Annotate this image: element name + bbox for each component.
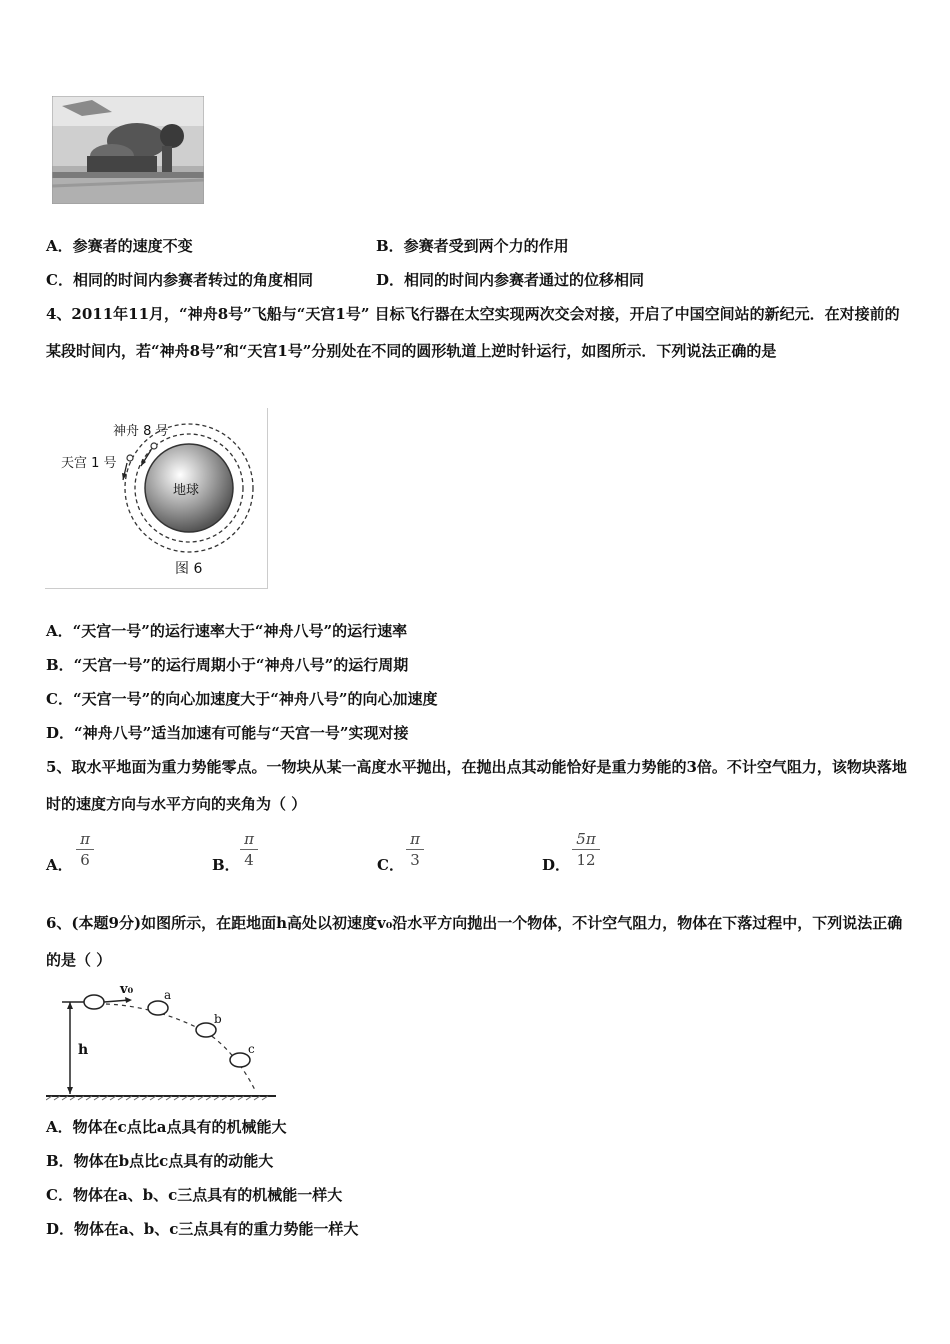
q6-option-b: B．物体在b点比c点具有的动能大 — [46, 1152, 274, 1170]
q3-option-a: A．参赛者的速度不变 — [46, 237, 193, 255]
q6-stem: 6、(本题9分)如图所示，在距地面h高处以初速度v₀沿水平方向抛出一个物体，不计空气阻力，物体在下落过程中，下列说法正确的是（ ） — [46, 914, 903, 969]
q5-option-d-label: D． — [542, 856, 571, 874]
label-a: a — [164, 988, 172, 1002]
label-c: c — [248, 1042, 255, 1056]
ball-b — [196, 1023, 216, 1037]
ball-a — [148, 1001, 168, 1015]
label-shenzhou: 神舟 8 号 — [113, 424, 169, 439]
q4-figure — [45, 408, 268, 589]
q5-option-b-label: B． — [212, 856, 240, 874]
label-b: b — [214, 1012, 222, 1026]
label-h: h — [78, 1042, 89, 1058]
q4-option-b: B．“天宫一号”的运行周期小于“神舟八号”的运行周期 — [46, 656, 409, 674]
q5-option-a-fraction: π 6 — [76, 830, 94, 869]
q5-option-c-label: C． — [377, 856, 404, 874]
shenzhou-marker — [151, 443, 157, 449]
race-photo — [52, 96, 204, 204]
label-tiangong: 天宫 1 号 — [61, 456, 117, 471]
ball-start — [84, 995, 104, 1009]
q3-option-c: C．相同的时间内参赛者转过的角度相同 — [46, 271, 313, 289]
tiangong-marker — [127, 455, 133, 461]
q5-option-a-label: A． — [46, 856, 73, 874]
label-earth: 地球 — [173, 483, 200, 498]
q3-option-b: B．参赛者受到两个力的作用 — [376, 237, 569, 255]
q5-stem: 5、取水平地面为重力势能零点。一物块从某一高度水平抛出，在抛出点其动能恰好是重力势能的3倍。不计空气阻力，该物块落地时的速度方向与水平方向的夹角为（ ） — [46, 758, 907, 813]
q5-option-c-fraction: π 3 — [406, 830, 424, 869]
q6-option-c: C．物体在a、b、c三点具有的机械能一样大 — [46, 1186, 343, 1204]
ball-c — [230, 1053, 250, 1067]
label-v0: v₀ — [120, 982, 134, 997]
q4-option-c: C．“天宫一号”的向心加速度大于“神舟八号”的向心加速度 — [46, 690, 438, 708]
figure-caption: 图 6 — [175, 561, 203, 577]
q6-option-a: A．物体在c点比a点具有的机械能大 — [46, 1118, 287, 1136]
q6-figure — [46, 982, 276, 1102]
q4-option-d: D．“神舟八号”适当加速有可能与“天宫一号”实现对接 — [46, 724, 409, 742]
q5-option-d-fraction: 5π 12 — [572, 830, 600, 869]
q4-option-a: A．“天宫一号”的运行速率大于“神舟八号”的运行速率 — [46, 622, 408, 640]
q4-stem: 4、2011年11月，“神舟8号”飞船与“天宫1号” 目标飞行器在太空实现两次交会对接，开启了中国空间站的新纪元．在对接前的某段时间内，若“神舟8号”和“天宫1号”分别处在不同的圆形轨道上逆时针运行，如图所示．下列说法正确的是 — [46, 305, 900, 360]
q6-option-d: D．物体在a、b、c三点具有的重力势能一样大 — [46, 1220, 359, 1238]
q5-option-b-fraction: π 4 — [240, 830, 258, 869]
q3-option-d: D．相同的时间内参赛者通过的位移相同 — [376, 271, 645, 289]
